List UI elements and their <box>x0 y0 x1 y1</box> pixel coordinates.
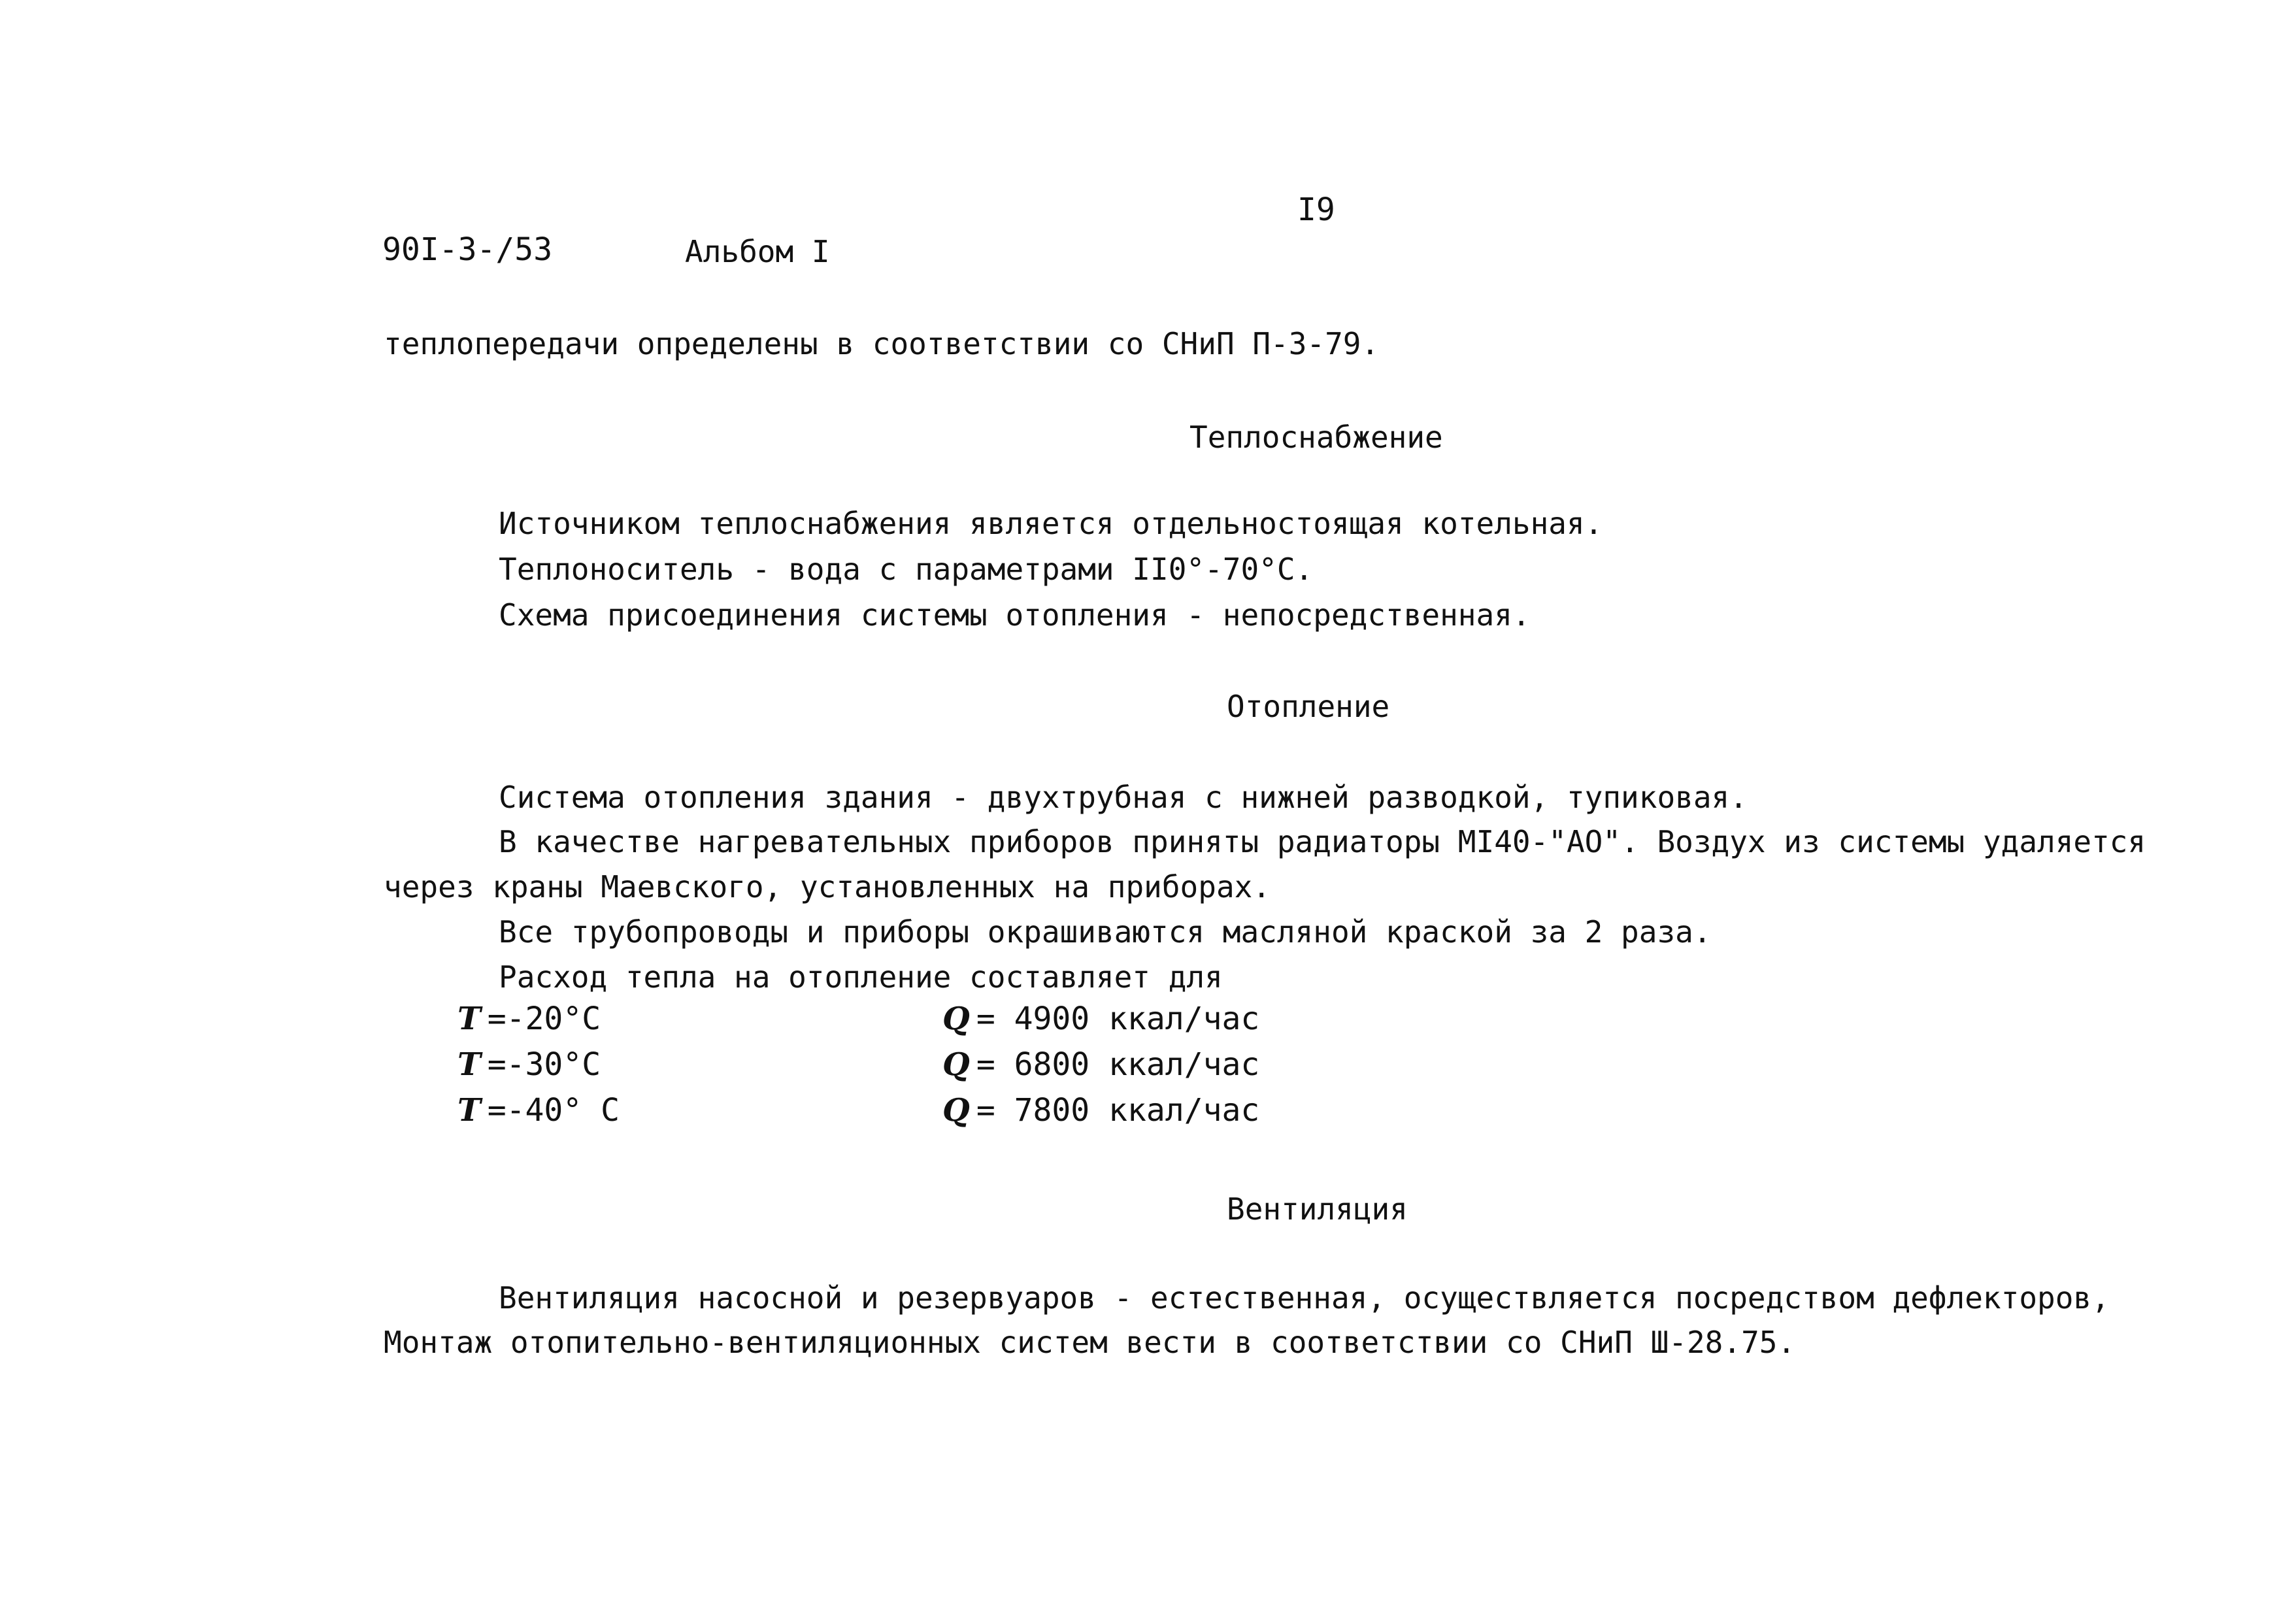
heating-line: В качестве нагревательных приборов приняты радиаторы МI40-"АО". Воздух из системы удаляется <box>499 824 2146 859</box>
heat-supply-line: Схема присоединения системы отопления - непосредственная. <box>499 597 1531 633</box>
heat-load-row <box>942 1003 1259 1035</box>
heat-load-symbol: Q <box>942 1092 970 1129</box>
heating-line: через краны Маевского, установленных на приборах. <box>384 869 1271 904</box>
section-heading-ventilation: Вентиляция <box>1227 1191 1408 1227</box>
temperature-row <box>457 1046 601 1083</box>
section-heading-heat-supply: Теплоснабжение <box>1189 420 1443 455</box>
temperature-value: =-40° С <box>487 1092 620 1129</box>
ventilation-line: Монтаж отопительно-вентиляционных систем вести в соответствии со СНиП Ш-28.75. <box>384 1325 1796 1360</box>
heat-load-value: = 4900 ккал/час <box>976 1001 1260 1037</box>
temperature-symbol: T <box>457 1092 481 1129</box>
heat-supply-line: Теплоноситель - вода с параметрами II0°-70°С. <box>499 552 1314 587</box>
ventilation-line: Вентиляция насосной и резервуаров - естественная, осуществляется посредством дефлекторов, <box>499 1280 2110 1316</box>
heating-line: Расход тепла на отопление составляет для <box>499 959 1223 995</box>
page-number: I9 <box>1297 191 1335 228</box>
section-heading-heating: Отопление <box>1227 689 1390 724</box>
temperature-value: =-20°C <box>487 1001 601 1037</box>
heat-load-value: = 7800 ккал/час <box>976 1092 1260 1129</box>
temperature-value: =-30°C <box>487 1046 601 1083</box>
heating-line: Система отопления здания - двухтрубная с нижней разводкой, тупиковая. <box>499 780 1748 815</box>
document-code: 90I-3-/53 <box>382 231 553 268</box>
album-label: Альбом I <box>685 234 830 269</box>
temperature-row <box>457 1003 601 1035</box>
heat-load-value: = 6800 ккал/час <box>976 1046 1260 1083</box>
heat-load-symbol: Q <box>942 1046 970 1083</box>
heating-line: Все трубопроводы и приборы окрашиваются масляной краской за 2 раза. <box>499 914 1712 950</box>
heat-load-row <box>942 1046 1260 1083</box>
heat-load-symbol: Q <box>942 1001 970 1037</box>
temperature-symbol: T <box>457 1046 481 1083</box>
heat-load-row <box>942 1092 1260 1129</box>
temperature-symbol: T <box>457 1001 481 1037</box>
intro-paragraph-line: теплопередачи определены в соответствии со СНиП П-3-79. <box>384 326 1380 361</box>
heat-supply-line: Источником теплоснабжения является отдельностоящая котельная. <box>499 506 1603 541</box>
temperature-row <box>457 1092 620 1129</box>
